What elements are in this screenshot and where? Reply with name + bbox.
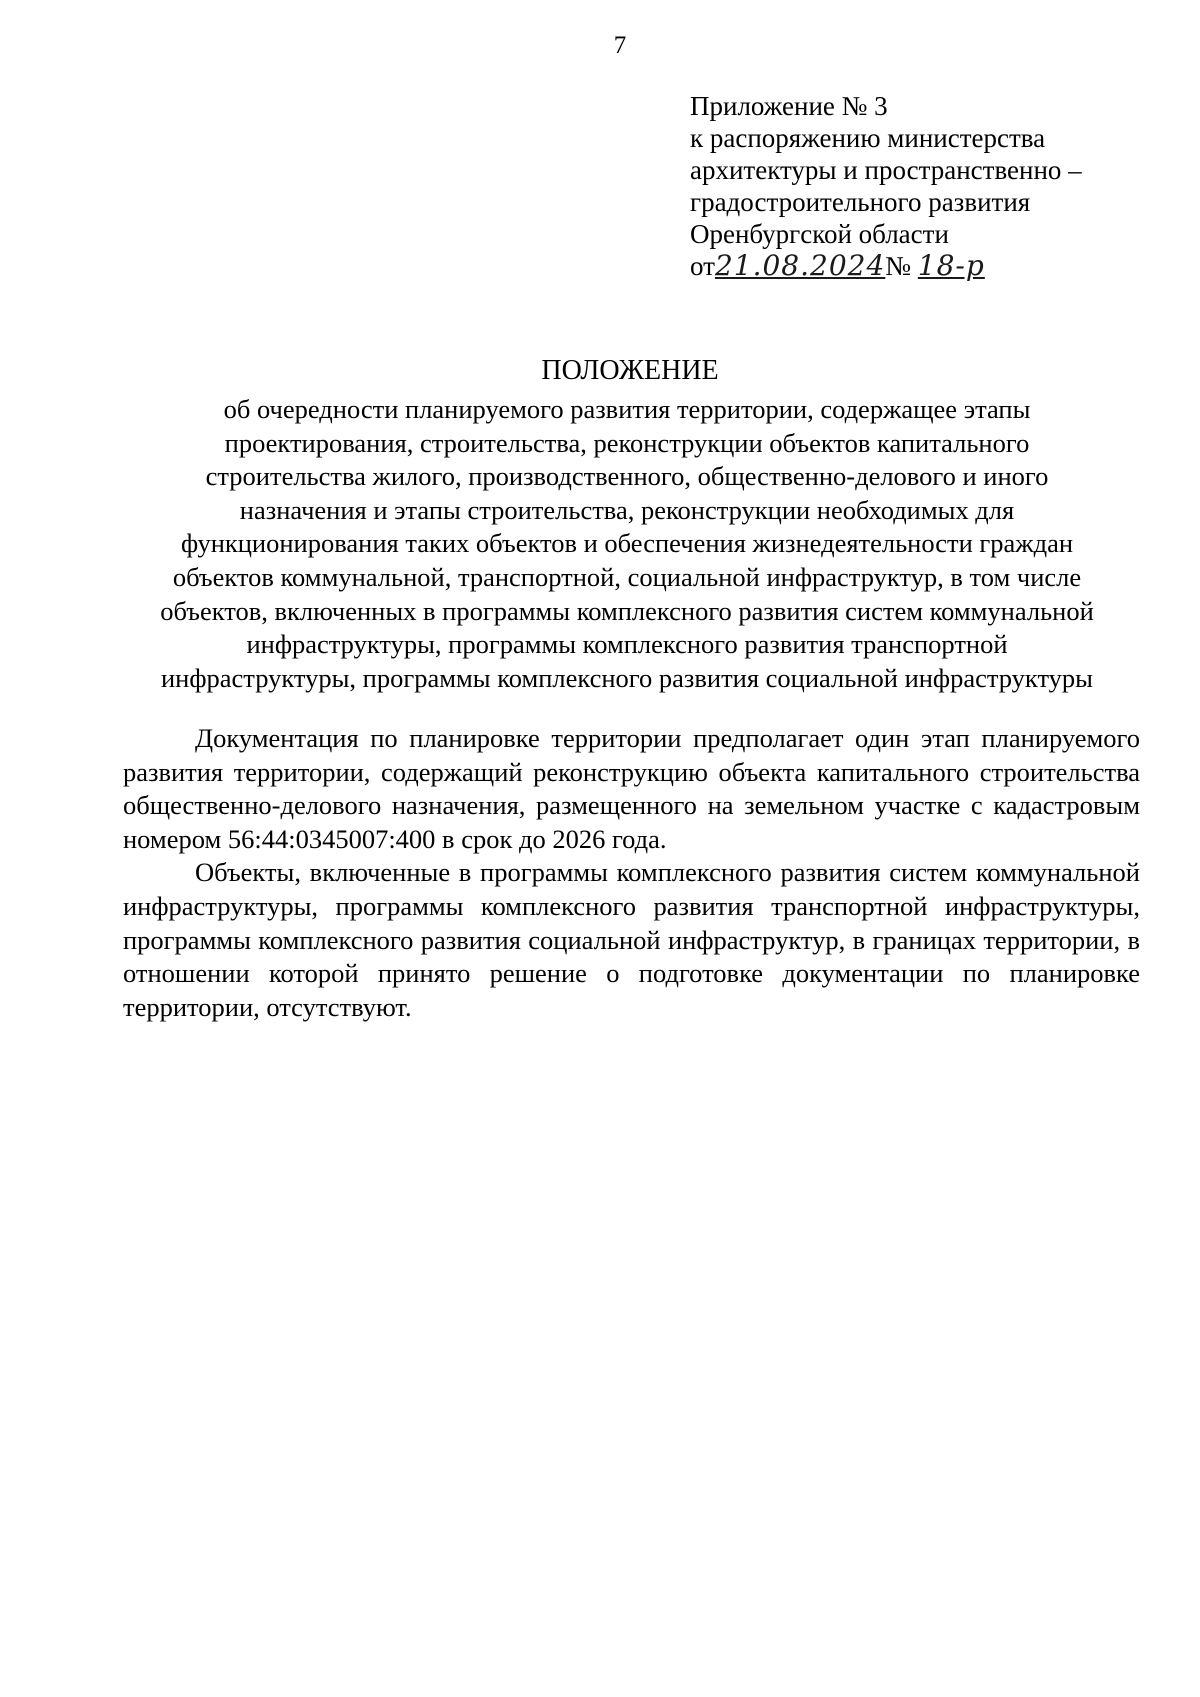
subtitle-line: функционирования таких объектов и обеспечения жизнедеятельности граждан xyxy=(180,528,1074,559)
subtitle-line: строительства жилого, производственного, общественно-делового и иного xyxy=(205,461,1049,492)
appendix-header xyxy=(690,90,1082,282)
document-title: ПОЛОЖЕНИЕ xyxy=(541,355,719,386)
subtitle-line: объектов, включенных в программы комплексного развития систем коммунальной xyxy=(160,595,1094,626)
subtitle-line: проектирования, строительства, реконструкции объектов капитального xyxy=(224,427,1030,458)
subtitle-line: назначения и этапы строительства, реконструкции необходимых для xyxy=(239,494,1015,525)
subtitle-line: объектов коммунальной, транспортной, социальной инфраструктур, в том числе xyxy=(172,561,1082,592)
appendix-line-2: к распоряжению министерства xyxy=(690,123,1046,153)
subtitle-line: об очередности планируемого развития территории, содержащее этапы xyxy=(223,394,1031,424)
page-number: 7 xyxy=(613,32,627,59)
document-subtitle xyxy=(118,393,1136,695)
number-prefix: № xyxy=(885,251,912,281)
appendix-line-5: Оренбургской области xyxy=(690,219,949,249)
body-text xyxy=(123,722,1140,1024)
handwritten-date: 21.08.2024 xyxy=(714,249,886,282)
appendix-line-4: градостроительного развития xyxy=(690,187,1031,217)
appendix-date-line xyxy=(690,250,1082,282)
paragraph-objects: Объекты, включенные в программы комплексного развития систем коммунальной инфраструктуры, программы комплексного развития транспортной инфраструктуры, программы комплексного развития социальной инфраструктур, в границах территории, в отношении которой принято решение о подготовке документации по планировке территории, отсутствуют. xyxy=(123,857,1140,1022)
handwritten-number: 18-р xyxy=(917,249,985,282)
appendix-line-3: архитектуры и пространственно – xyxy=(690,155,1082,185)
subtitle-line: инфраструктуры, программы комплексного развития транспортной xyxy=(246,629,1008,660)
appendix-line-1: Приложение № 3 xyxy=(690,91,888,121)
paragraph-stage: Документация по планировке территории предполагает один этап планируемого развития территории, содержащий реконструкцию объекта капитального строительства общественно-делового назначения, размещенного на земельном участке с кадастровым номером 56:44:0345007:400 в срок до 2026 года. xyxy=(123,723,1140,854)
date-prefix: от xyxy=(690,251,715,281)
subtitle-line: инфраструктуры, программы комплексного развития социальной инфраструктуры xyxy=(160,662,1093,693)
